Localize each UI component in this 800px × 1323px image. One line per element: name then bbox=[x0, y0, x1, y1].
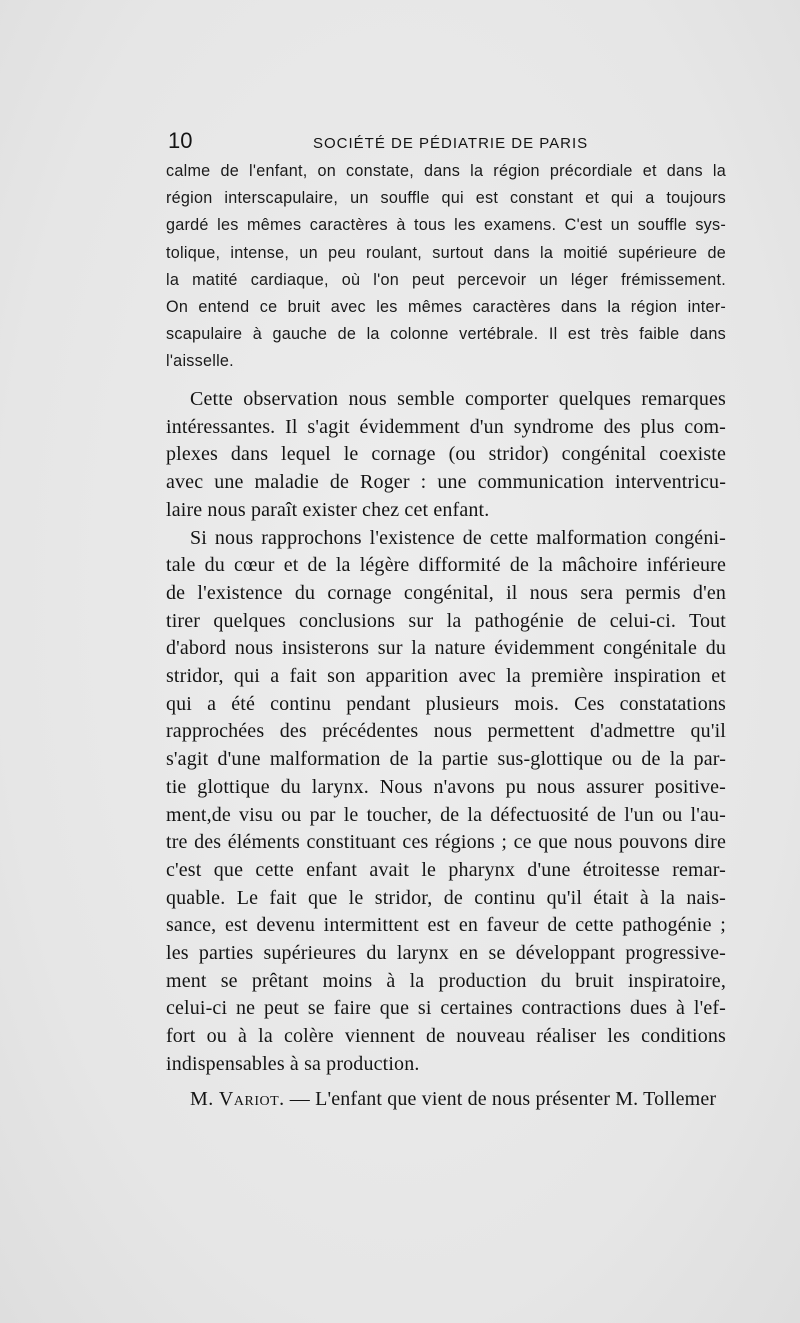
text-line: ment,de visu ou par le toucher, de la défectuosité de l'un ou l'au- bbox=[166, 803, 726, 826]
text-line: qui a été continu pendant plusieurs mois. Ces constatations bbox=[166, 692, 726, 715]
text-line: d'abord nous insisterons sur la nature évidemment congénitale du bbox=[166, 637, 726, 660]
text-line: ment se prêtant moins à la production du bruit inspiratoire, bbox=[166, 969, 726, 992]
text-line: quable. Le fait que le stridor, de continu qu'il était à la nais- bbox=[166, 886, 726, 909]
text-line: indispensables à sa production. bbox=[166, 1052, 420, 1075]
text-line: la matité cardiaque, où l'on peut percevoir un léger frémissement. bbox=[166, 270, 726, 289]
text-line: l'aisselle. bbox=[166, 352, 234, 371]
text-line: intéressantes. Il s'agit évidemment d'un syndrome des plus com- bbox=[166, 415, 726, 438]
speaker-remark: — L'enfant que vient de nous présenter M. Tollemer bbox=[284, 1087, 717, 1110]
page-header bbox=[168, 128, 724, 160]
text-line: calme de l'enfant, on constate, dans la région précordiale et dans la bbox=[166, 162, 726, 180]
text-line: fort ou à la colère viennent de nouveau réaliser les conditions bbox=[166, 1025, 726, 1048]
text-line: tale du cœur et de la légère difformité de la mâchoire inférieure bbox=[166, 554, 726, 577]
text-line: tirer quelques conclusions sur la pathogénie de celui-ci. Tout bbox=[166, 609, 726, 632]
text-line: celui-ci ne peut se faire que si certaines contractions dues à l'ef- bbox=[166, 997, 726, 1020]
text-line: scapulaire à gauche de la colonne vertébrale. Il est très faible dans bbox=[166, 325, 726, 344]
text-line: On entend ce bruit avec les mêmes caractères dans la région inter- bbox=[166, 298, 726, 317]
text-line bbox=[166, 1086, 726, 1114]
text-line: gardé les mêmes caractères à tous les examens. C'est un souffle sys- bbox=[166, 216, 726, 235]
text-line: tre des éléments constituant ces régions ; ce que nous pouvons dire bbox=[166, 831, 726, 854]
text-line: tie glottique du larynx. Nous n'avons pu nous assurer positive- bbox=[166, 775, 726, 798]
text-line: s'agit d'une malformation de la partie sus-glottique ou de la par- bbox=[166, 748, 726, 771]
text-line: c'est que cette enfant avait le pharynx d'une étroitesse remar- bbox=[166, 858, 726, 881]
running-title: SOCIÉTÉ DE PÉDIATRIE DE PARIS bbox=[313, 135, 589, 152]
observation-continuation bbox=[166, 158, 726, 376]
paragraph-remarks bbox=[166, 386, 726, 525]
text-line: les parties supérieures du larynx en se développant progressive- bbox=[166, 942, 726, 965]
text-line: tolique, intense, un peu roulant, surtout dans la moitié supérieure de bbox=[166, 243, 726, 262]
speaker-name: M. Variot. bbox=[190, 1087, 285, 1110]
text-line: région interscapulaire, un souffle qui est constant et qui a toujours bbox=[166, 189, 726, 208]
paragraph-variot bbox=[166, 1086, 726, 1114]
page-number: 10 bbox=[168, 128, 193, 153]
text-line: Cette observation nous semble comporter quelques remarques bbox=[190, 388, 726, 410]
text-line: laire nous paraît exister chez cet enfant. bbox=[166, 498, 490, 521]
paragraph-gap bbox=[166, 1079, 726, 1086]
text-line: plexes dans lequel le cornage (ou stridor) congénital coexiste bbox=[166, 443, 726, 466]
text-line: de l'existence du cornage congénital, il nous sera permis d'en bbox=[166, 581, 726, 604]
text-line: avec une maladie de Roger : une communication interventricu- bbox=[166, 471, 726, 494]
discussion-body bbox=[166, 386, 726, 1113]
text-line: stridor, qui a fait son apparition avec la première inspiration et bbox=[166, 665, 726, 688]
paragraph-pathogeny bbox=[166, 525, 726, 1079]
text-line: Si nous rapprochons l'existence de cette malformation congéni- bbox=[190, 526, 726, 549]
text-line: sance, est devenu intermittent est en faveur de cette pathogénie ; bbox=[166, 914, 726, 937]
text-line: rapprochées des précédentes nous permettent d'admettre qu'il bbox=[166, 720, 726, 743]
